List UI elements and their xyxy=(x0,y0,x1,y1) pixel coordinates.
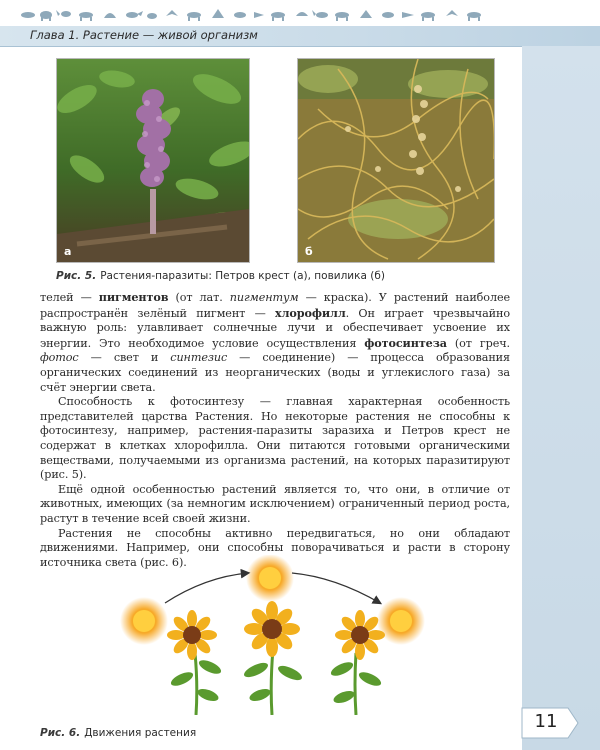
chapter-title: Глава 1. Растение — живой организм xyxy=(30,28,258,42)
figure-5-caption-text: Растения-паразиты: Петров крест (а), повилика (б) xyxy=(100,270,385,282)
term-synthesis: синтезис xyxy=(170,351,228,365)
sunflower-icon xyxy=(329,610,385,715)
paragraph-1 xyxy=(40,290,510,395)
arrow-icon xyxy=(165,573,248,603)
sunflower-icon xyxy=(242,601,304,715)
chapter-header-bar xyxy=(0,26,600,47)
term-photosynthesis: фотосинтеза xyxy=(364,335,447,350)
p1-text-4: . Он играет чрезвычайно важную роль: улавливает солнечные лучи и обеспечивает усвоение их энергии. Это необходимое условие осуществления xyxy=(40,306,510,350)
photo-petrov-krest xyxy=(56,58,250,263)
figure-5-caption xyxy=(56,270,385,282)
body-text xyxy=(40,290,510,570)
sunflower-icon xyxy=(167,610,223,715)
sun-icon xyxy=(120,597,168,645)
povilika-plant-image xyxy=(298,59,494,262)
paragraph-4: Растения не способны активно передвигаться, но они обладают движениями. Например, они способны поворачиваться и расти в сторону источника света (рис. 6). xyxy=(40,526,510,569)
photo-povilika xyxy=(297,58,495,263)
p1-text-1: телей — xyxy=(40,291,99,304)
term-photos: фотос xyxy=(40,351,79,365)
term-pigmentum: пигментум xyxy=(229,291,299,304)
page-number: 11 xyxy=(534,711,558,732)
right-margin-band xyxy=(522,46,600,750)
sun-icon xyxy=(377,597,425,645)
figure-6-sunflowers xyxy=(110,555,430,715)
p1-text-3: — краска). У растений наиболее распространён зелёный пигмент — xyxy=(40,291,510,320)
p1-text-6: — свет и xyxy=(78,351,171,365)
arrow-icon xyxy=(292,573,380,603)
paragraph-2: Способность к фотосинтезу — главная характерная особенность представителей царства Растения. Но некоторые растения не способны к фотосинтезу, например, растения-паразиты заразиха и Петров крест не содержат в клетках хлорофилла. Они питаются готовыми органическими веществами, получаемыми из организма растений, на которых паразитируют (рис. 5). xyxy=(40,395,510,482)
p1-text-5: (от греч. xyxy=(446,336,510,350)
term-chlorophyll: хлорофилл xyxy=(275,305,346,320)
term-pigments: пигментов xyxy=(98,290,169,304)
figure-6-caption xyxy=(40,727,196,739)
petrov-krest-plant-image xyxy=(57,59,249,262)
paragraph-3: Ещё одной особенностью растений является то, что они, в отличие от животных, имеющих (за немногим исключением) ограниченный период роста, растут в течение всей своей жизни. xyxy=(40,482,510,525)
p1-text-2: (от лат. xyxy=(168,291,230,304)
figure-6-caption-text: Движения растения xyxy=(84,727,197,739)
p1-text-7: — соединение) — процесса образования органических соединений из неорганических (воды и углекислого газа) за счёт энергии света. xyxy=(40,351,510,394)
figure-6-caption-label: Рис. 6. xyxy=(40,727,81,739)
figure-5-caption-label: Рис. 5. xyxy=(56,270,97,282)
sun-icon xyxy=(246,555,294,602)
photo-label-b: б xyxy=(305,245,313,258)
sunflower-movement-illustration xyxy=(110,555,430,715)
animal-silhouettes-icon xyxy=(20,6,490,22)
photo-label-a: а xyxy=(64,245,72,258)
